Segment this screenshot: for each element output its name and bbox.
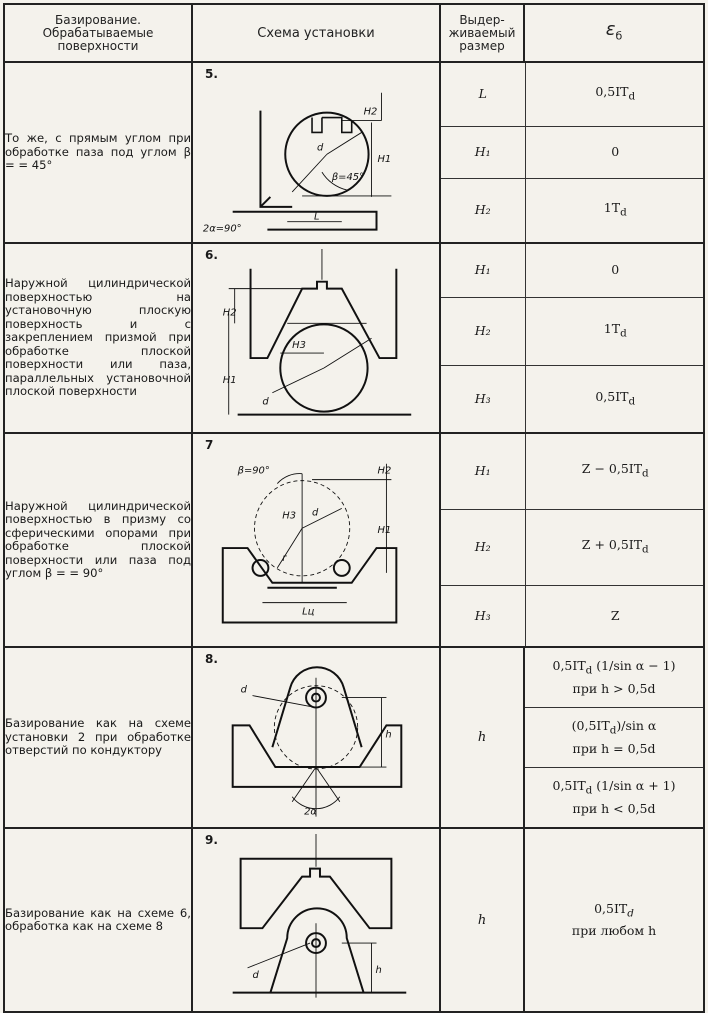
row-7-value-2: $Z + 0,5IT_d$ [525,509,705,586]
row-7-description: Наружной цилиндрической поверхностью в призму со сферическими опорами при обработке плоской поверхности или паза под углом β = = 90° [4,433,192,647]
svg-text:d: d [240,684,247,696]
row-6-value-3: $0,5IT_d$ [595,388,636,408]
row-6-entries [440,243,704,433]
svg-text:H2: H2 [222,306,237,318]
row-7-entries [440,433,704,647]
row-9-scheme [192,828,440,1013]
svg-text:H1: H1 [222,374,237,386]
row-8-value-2: $(0,5IT_d)/\sin$ α при h = 0,5d [525,708,703,768]
row-8-description: Базирование как на схеме установки 2 при обработке отверстий по кондуктору [4,647,192,828]
row-6-dim-1: H₁ [441,244,525,298]
row-6-scheme [192,243,440,433]
row-9-value: $0,5IT_d$ при любом h [524,828,704,1013]
svg-text:d: d [312,507,319,519]
row-7-value-1: $Z - 0,5IT_d$ [525,434,705,509]
row-5-dim-1: L [441,63,525,126]
scheme-7-diagram [193,434,439,646]
row-6 [4,243,704,433]
svg-text:2α: 2α [304,806,317,818]
row-8-dim: h [440,647,524,828]
svg-text:d: d [252,969,259,981]
scheme-number: 7 [205,438,214,452]
scheme-number: 5. [205,67,218,81]
row-5-scheme [192,62,440,243]
svg-text:β=45°: β=45° [331,172,365,184]
svg-text:H2: H2 [377,465,392,477]
row-8-value-1: $0,5IT_d$ (1/sin α − 1) при h > 0,5d [525,648,703,707]
reference-table [3,3,705,1013]
header-error [524,4,704,62]
svg-text:r: r [282,552,287,564]
epsilon-symbol: $\varepsilon_б$ [605,19,623,43]
row-9-dim: h [440,828,524,1013]
svg-text:h: h [385,729,392,741]
row-8-value-3: $0,5IT_d$ (1/sin α + 1) при h < 0,5d [552,778,676,816]
scheme-6-diagram [193,244,439,432]
row-5-entries [440,62,704,243]
svg-text:L: L [314,211,320,223]
row-5-dim-3: H₂ [441,178,525,241]
row-7-dim-2: H₂ [441,509,525,586]
scheme-number: 9. [205,832,218,847]
svg-text:d: d [262,396,269,408]
svg-text:d: d [316,142,324,154]
svg-text:H1: H1 [377,154,392,166]
header-scheme: Схема установки [192,4,440,62]
svg-text:H3: H3 [282,510,297,522]
row-9-description: Базирование как на схеме 6, обработка как на схеме 8 [4,828,192,1013]
row-5-value-2: 0 [525,126,705,178]
svg-text:H1: H1 [377,525,392,537]
row-6-dim-2: H₂ [441,297,525,365]
row-5-dim-2: H₁ [441,126,525,178]
row-5-value-3: $1T_d$ [603,199,627,219]
scheme-9-diagram [193,829,439,1012]
svg-text:H2: H2 [363,106,378,118]
header-basing: Базирование. Обрабатываемые поверхности [4,4,192,62]
svg-text:h: h [375,964,382,976]
header-row [4,4,704,62]
row-7-dim-3: H₃ [441,586,525,646]
svg-text:β=90°: β=90° [237,465,270,477]
scheme-number: 6. [205,247,218,262]
row-6-value-1: 0 [525,244,705,298]
row-5-description: То же, с прямым углом при обработке паза под углом β = = 45° [4,62,192,243]
scheme-number: 8. [205,652,218,667]
row-6-dim-3: H₃ [441,365,525,432]
row-8-scheme [192,647,440,828]
row-5-value-1: $0,5IT_d$ [525,63,705,126]
row-7-value-3: Z [610,608,620,624]
row-5 [4,62,704,243]
row-6-description: Наружной цилиндрической поверхностью на установочную плоскую поверхность и с закреплением призмой при обработке плоской поверхности или паза, параллельных установочной плоской поверхности [4,243,192,433]
scheme-8-diagram [193,648,439,827]
row-7-dim-1: H₁ [441,434,525,509]
svg-text:2α=90°: 2α=90° [202,223,242,235]
row-9 [4,828,704,1013]
header-dimension: Выдер- живаемый размер [440,4,524,62]
row-7-scheme [192,433,440,647]
svg-text:Lц: Lц [302,606,315,618]
row-8-entries [524,647,704,828]
row-7 [4,433,704,647]
row-6-value-2: $1T_d$ [525,297,705,365]
row-8 [4,647,704,828]
scheme-5-diagram [193,63,439,242]
svg-text:H3: H3 [292,339,306,351]
